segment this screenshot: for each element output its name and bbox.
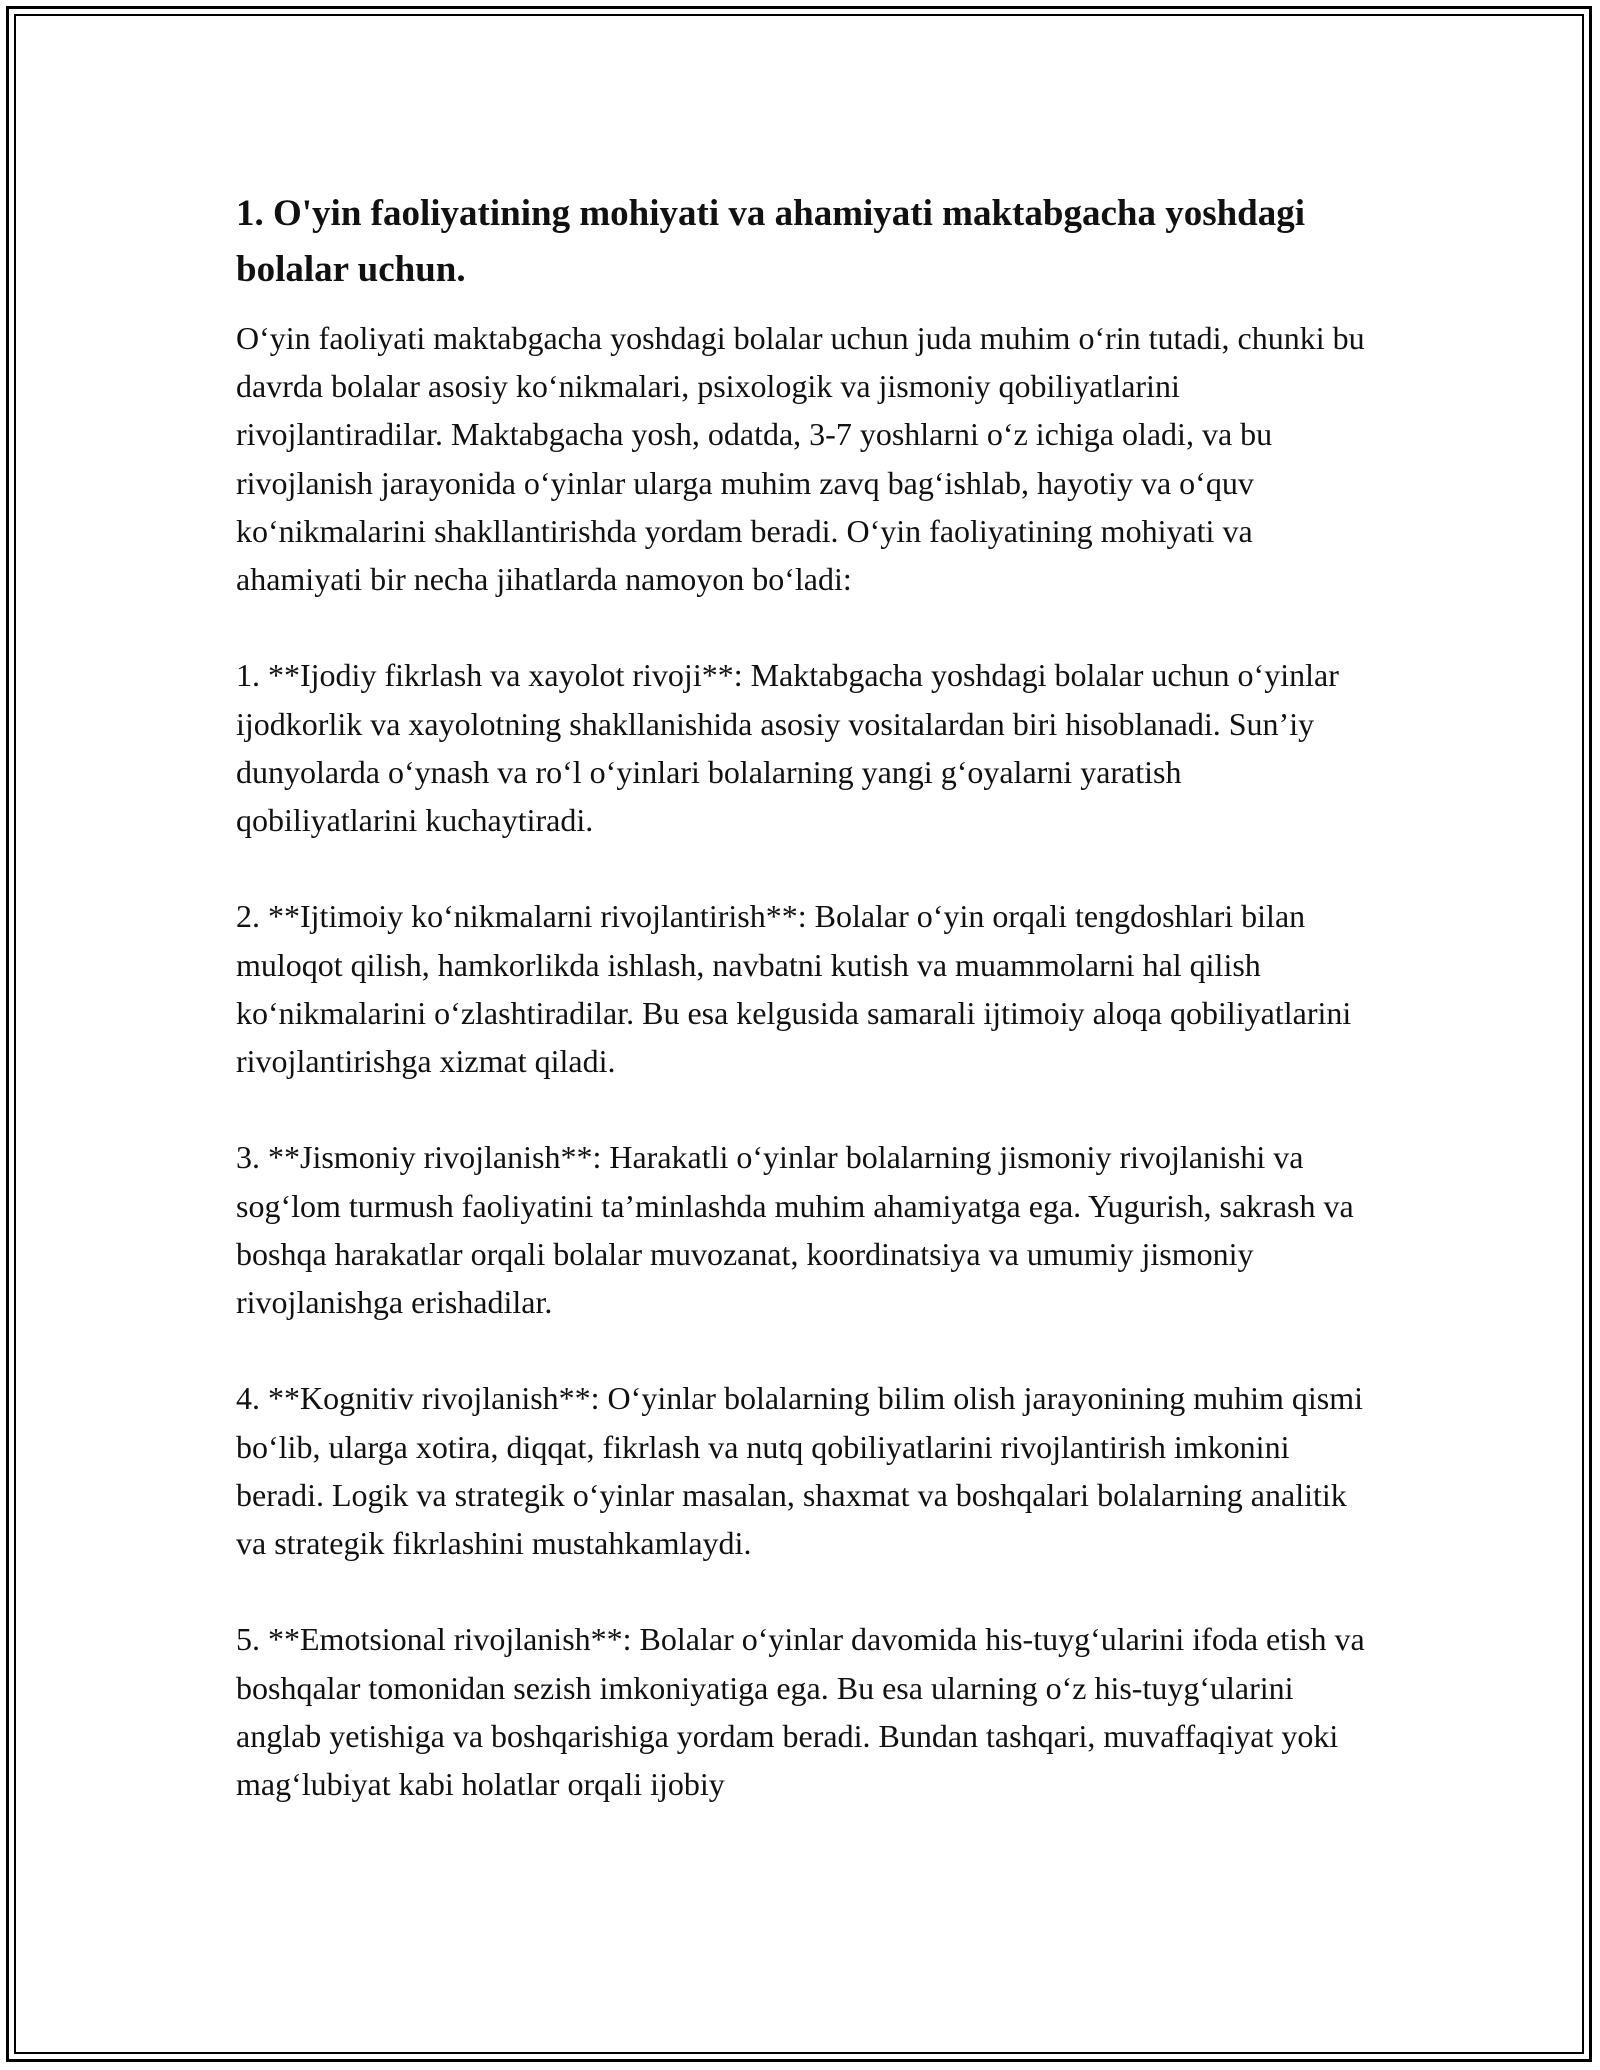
- intro-paragraph: O‘yin faoliyati maktabgacha yoshdagi bolalar uchun juda muhim o‘rin tutadi, chunki bu davrda bolalar asosiy ko‘nikmalari, psixologik va jismoniy qobiliyatlarini rivojlantiradilar. Maktabgacha yosh, odatda, 3-7 yoshlarni o‘z ichiga oladi, va bu rivojlanish jarayonida o‘yinlar ularga muhim zavq bag‘ishlab, hayotiy va o‘quv ko‘nikmalarini shakllantirishda yordam beradi. O‘yin faoliyatining mohiyati va ahamiyati bir necha jihatlarda namoyon bo‘ladi:: [236, 320, 1365, 598]
- paragraph-cognitive-development: 4. **Kognitiv rivojlanish**: O‘yinlar bolalarning bilim olish jarayonining muhim qismi bo‘lib, ularga xotira, diqqat, fikrlash va nutq qobiliyatlarini rivojlantirish imkonini beradi. Logik va strategik o‘yinlar masalan, shaxmat va boshqalari bolalarning analitik va strategik fikrlashini mustahkamlaydi.: [236, 1380, 1364, 1562]
- document-title: 1. O'yin faoliyatining mohiyati va ahamiyati maktabgacha yoshdagi bolalar uchun.: [236, 193, 1306, 290]
- paragraph-physical-development: 3. **Jismoniy rivojlanish**: Harakatli o‘yinlar bolalarning jismoniy rivojlanishi va sog‘lom turmush faoliyatini ta’minlashda muhim ahamiyatga ega. Yugurish, sakrash va boshqa harakatlar orqali bolalar muvozanat, koordinatsiya va umumiy jismoniy rivojlanishga erishadilar.: [236, 1139, 1354, 1321]
- paragraph-creative-thinking: 1. **Ijodiy fikrlash va xayolot rivoji**: Maktabgacha yoshdagi bolalar uchun o‘yinlar ijodkorlik va xayolotning shakllanishida asosiy vositalardan biri hisoblanadi. Sun’iy dunyolarda o‘ynash va ro‘l o‘yinlari bolalarning yangi g‘oyalarni yaratish qobiliyatlarini kuchaytiradi.: [236, 657, 1339, 839]
- paragraph-social-skills: 2. **Ijtimoiy ko‘nikmalarni rivojlantirish**: Bolalar o‘yin orqali tengdoshlari bilan muloqot qilish, hamkorlikda ishlash, navbatni kutish va muammolarni hal qilish ko‘nikmalarini o‘zlashtiradilar. Bu esa kelgusida samarali ijtimoiy aloqa qobiliyatlarini rivojlantirishga xizmat qiladi.: [236, 898, 1352, 1080]
- paragraph-emotional-development: 5. **Emotsional rivojlanish**: Bolalar o‘yinlar davomida his-tuyg‘ularini ifoda etish va boshqalar tomonidan sezish imkoniyatiga ega. Bu esa ularning o‘z his-tuyg‘ularini anglab yetishiga va boshqarishiga yordam beradi. Bundan tashqari, muvaffaqiyat yoki mag‘lubiyat kabi holatlar orqali ijobiy: [236, 1621, 1365, 1803]
- document-body: [236, 186, 1366, 1856]
